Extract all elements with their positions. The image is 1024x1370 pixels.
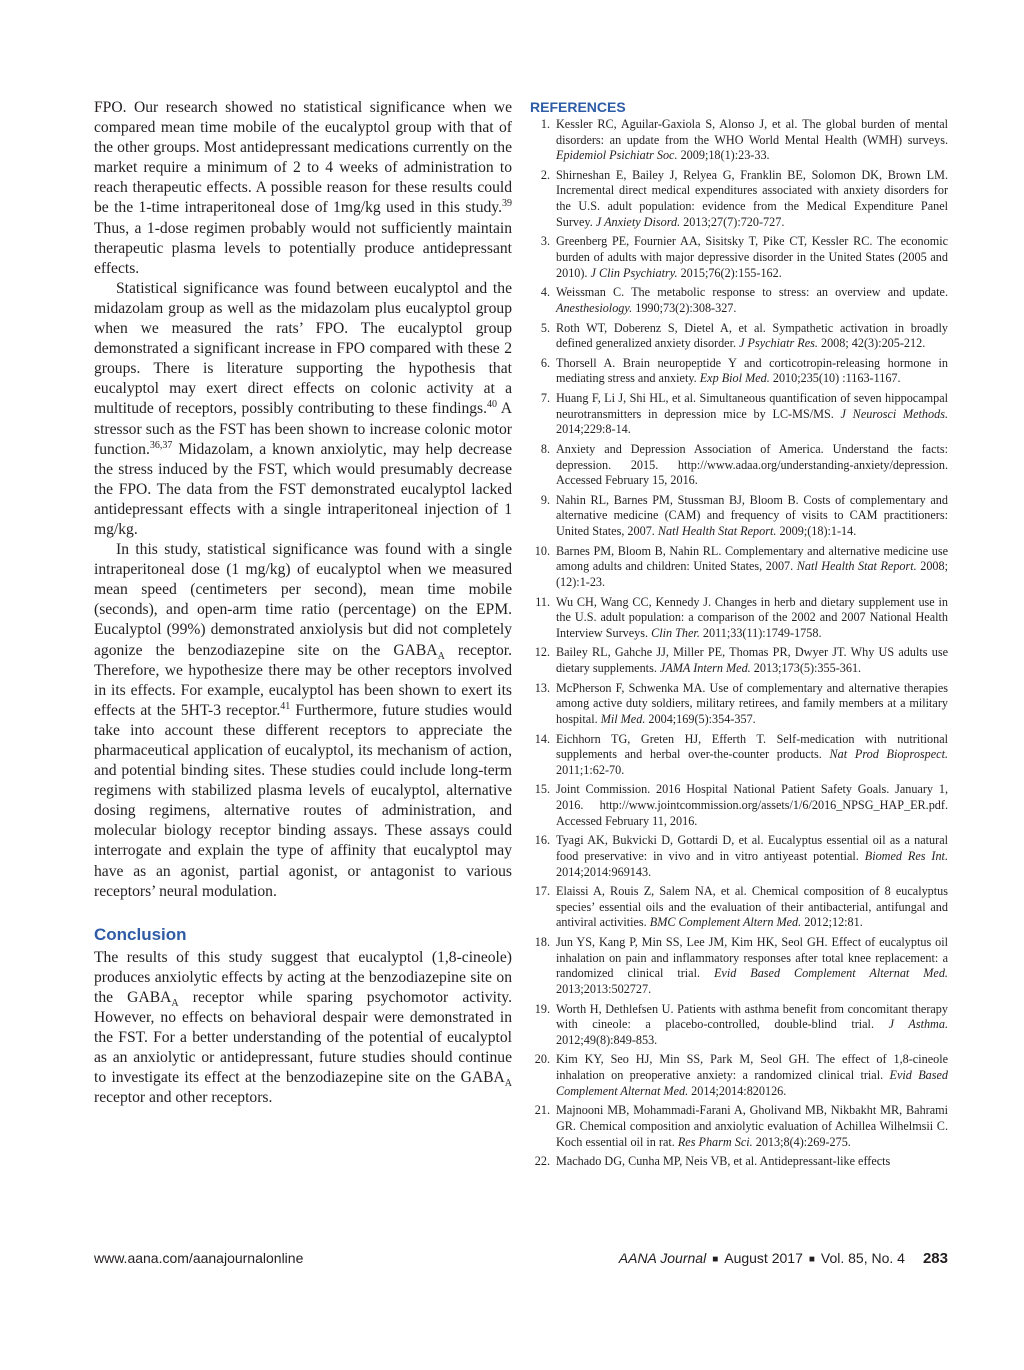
reference-text: Joint Commission. 2016 Hospital National Patient Safety Goals. January 1, 2016. http://www.jointcommission.org/assets/1/6/2016_NPSG_HAP_ER.pdf. Accessed February 11, 2016. [556,782,948,828]
reference-number: 5. [540,320,550,335]
conclusion-heading: Conclusion [94,924,187,944]
reference-item [530,645,948,676]
reference-number: 19. [534,1001,550,1016]
subscript: A [437,650,445,662]
reference-number: 3. [540,234,550,249]
reference-item [530,935,948,997]
reference-item [530,356,948,387]
reference-text: Elaissi A, Rouis Z, Salem NA, et al. Chemical composition of 8 eucalyptus species’ essential oils and the evaluation of their antibacterial, antifungal and antiviral activities. BMC Complement Altern Med. 2012;12:81. [556,884,948,930]
reference-text: Greenberg PE, Fournier AA, Sisitsky T, Pike CT, Kessler RC. The economic burden of adults with major depressive disorder in the United States (2005 and 2010). J Clin Psychiatry. 2015;76(2):155-162. [556,234,948,280]
reference-text: Worth H, Dethlefsen U. Patients with asthma benefit from concomitant therapy with cineole: a placebo-controlled, double-blind trial. J Asthma. 2012;49(8):849-853. [556,1001,948,1047]
reference-journal: Evid Based Complement Alternat Med. [556,1068,949,1098]
reference-text: Roth WT, Doberenz S, Dietel A, et al. Sympathetic activation in broadly defined generalized anxiety disorder. J Psychiatr Res. 2008; 42(3):205-212. [556,320,948,351]
reference-item [530,595,948,642]
reference-text: McPherson F, Schwenka MA. Use of complementary and alternative therapies among active duty soldiers, military retirees, and family members at a military hospital. Mil Med. 2004;169(5):354-357. [556,680,948,726]
journal-url[interactable]: www.aana.com/aanajournalonline [94,1250,304,1266]
reference-item [530,442,948,489]
reference-text: Barnes PM, Bloom B, Nahin RL. Complementary and alternative medicine use among adults and children: United States, 2007. Natl Health Stat Report. 2008;(12):1-23. [556,543,949,589]
reference-number: 20. [534,1052,550,1067]
reference-journal: Natl Health Stat Report. [796,559,917,574]
volume-issue: Vol. 85, No. 4 [820,1250,905,1266]
reference-journal: J Clin Psychiatry. [590,265,678,280]
reference-journal: BMC Complement Altern Med. [649,915,802,930]
reference-item [530,1154,948,1170]
subscript: A [171,998,179,1010]
body-paragraph-1: FPO. Our research showed no statistical significance when we compared mean time mobile of the eucalyptol group with that of the other groups. Most antidepressant medications currently on the market require a minimum of 2 to 4 weeks of administration to reach therapeutic effects. A possible reason for these results could be the 1-time intraperitoneal dose of 1mg/kg used in this study.$^{39}$ Thus, a 1-dose regimen probably would not sufficiently maintain therapeutic plasma levels to potentially produce antidepressant effects. [94,99,512,277]
reference-journal: Clin Ther. [651,625,700,640]
reference-item [530,544,948,591]
citation: 41 [280,700,291,712]
reference-journal: Mil Med. [600,711,646,726]
citation: 40 [487,399,498,411]
reference-journal: JAMA Intern Med. [659,661,751,676]
reference-number: 17. [534,884,550,899]
reference-text: Machado DG, Cunha MP, Neis VB, et al. Antidepressant-like effects [556,1154,891,1169]
reference-number: 8. [540,441,550,456]
reference-item [530,168,948,230]
reference-journal: Epidemiol Psichiatr Soc. [556,148,678,163]
subscript: A [504,1078,512,1090]
reference-item [530,782,948,829]
reference-item [530,732,948,779]
body-paragraph-3: In this study, statistical significance was found with a single intraperitoneal dose (1 mg/kg) of eucalyptol when we measured mean speed (centimeters per second), mean time mobile (seconds), and open-arm time ratio (percentage) on the EPM. Eucalyptol (99%) demonstrated anxiolysis but did not completely agonize the benzodiazepine site on the $GABA_A$ receptor. Therefore, we hypothesize there may be other receptors involved in its effects. For example, eucalyptol has been shown to exert its effects at the 5HT-3 receptor.$^{41}$ Furthermore, future studies would take into account these different receptors to appreciate the pharmaceutical application of eucalyptol, its mechanism of action, and potential binding sites. These studies could include long-term regimens with stabilized plasma levels of eucalyptol, alternative dosing regimens, alternative routes of administration, and molecular biology receptor binding assays. These assays could interrogate and explain the type of affinity that eucalyptol may have as an agonist, partial agonist, or antagonist to various receptors’ neural modulation. [94,541,513,900]
reference-number: 18. [534,935,550,950]
reference-journal: Exp Biol Med. [699,371,770,386]
reference-item [530,321,948,352]
reference-journal: Res Pharm Sci. [677,1134,753,1149]
reference-journal: J Psychiatr Res. [739,336,818,351]
reference-journal: J Anxiety Disord. [595,214,681,229]
references-list [530,117,948,1170]
reference-text: Tyagi AK, Bukvicki D, Gottardi D, et al. Eucalyptus essential oil as a natural food preservative: in vivo and in vitro antiyeast potential. Biomed Res Int. 2014;2014:969143. [556,833,948,879]
journal-name: AANA Journal [618,1250,707,1266]
reference-item [530,833,948,880]
conclusion-paragraph: The results of this study suggest that eucalyptol (1,8-cineole) produces anxiolytic effects by acting at the benzodiazepine site on the $GABA_A$ receptor while sparing psychomotor activity. However, no effects on behavioral despair were demonstrated in the FST. For a better understanding of the potential of eucalyptol as an anxiolytic or antidepressant, future studies should continue to investigate its effect at the benzodiazepine site on the $GABA_A$ receptor and other receptors. [94,948,512,1107]
reference-journal: Evid Based Complement Alternat Med. [713,966,948,981]
reference-item [530,285,948,316]
footer-citation [619,1250,948,1267]
reference-text: Bailey RL, Gahche JJ, Miller PE, Thomas PR, Dwyer JT. Why US adults use dietary supplements. JAMA Intern Med. 2013;173(5):355-361. [556,645,948,676]
reference-item [530,391,948,438]
citation: 36,37 [149,439,173,451]
reference-journal: Biomed Res Int. [864,848,948,863]
references-heading: REFERENCES [530,99,626,115]
reference-item [530,1052,948,1099]
reference-number: 9. [540,492,550,507]
reference-number: 6. [540,355,550,370]
reference-text: Jun YS, Kang P, Min SS, Lee JM, Kim HK, Seol GH. Effect of eucalyptus oil inhalation on pain and inflammatory responses after total knee replacement: a randomized clinical trial. Evid Based Complement Alternat Med. 2013;2013:502727. [556,935,948,996]
reference-number: 16. [534,833,550,848]
reference-journal: Natl Health Stat Report. [657,524,777,538]
reference-number: 21. [534,1103,550,1118]
reference-number: 4. [540,285,550,300]
reference-journal: Nat Prod Bioprospect. [829,747,948,762]
reference-text: Majnooni MB, Mohammadi-Farani A, Gholivand MB, Nikbakht MR, Bahrami GR. Chemical composition and anxiolytic evaluation of Achillea Wilhelmsii C. Koch essential oil in rat. Res Pharm Sci. 2013;8(4):269-275. [556,1103,948,1149]
reference-text: Kim KY, Seo HJ, Min SS, Park M, Seol GH. The effect of 1,8-cineole inhalation on preoperative anxiety: a randomized clinical trial. Evid Based Complement Alternat Med. 2014;2014:820126. [556,1052,949,1098]
reference-item [530,1002,948,1049]
reference-journal: Anesthesiology. [556,300,633,315]
reference-journal: J Neurosci Methods. [840,406,949,421]
reference-text: Nahin RL, Barnes PM, Stussman BJ, Bloom B. Costs of complementary and alternative medicine (CAM) and frequency of visits to CAM practitioners: United States, 2007. Natl Health Stat Report. 2009;(18):1-14. [556,492,948,538]
citation: 39 [502,198,512,210]
reference-item [530,884,948,931]
separator-square-icon: ■ [808,1254,815,1265]
references-column [530,98,948,1174]
reference-number: 15. [534,782,550,797]
body-paragraph-2: Statistical significance was found between eucalyptol and the midazolam group as well as the midazolam plus eucalyptol group when we measured the rats’ FPO. The eucalyptol group demonstrated a significant increase in FPO compared with these 2 groups. There is literature supporting the hypothesis that eucalyptol may exert direct effects on colonic activity at a multitude of receptors, possibly contributing to these findings.$^{40}$ A stressor such as the FST has been shown to increase colonic motor function.$^{36,37}$ Midazolam, a known anxiolytic, may help decrease the stress induced by the FST, which would presumably decrease the FPO. The data from the FST demonstrated eucalyptol lacked antidepressant effects with a single intraperitoneal injection of 1 mg/kg. [94,279,512,538]
separator-square-icon: ■ [712,1254,719,1265]
reference-text: Weissman C. The metabolic response to stress: an overview and update. Anesthesiology. 1990;73(2):308-327. [556,285,948,315]
page-footer [94,1250,948,1267]
reference-number: 14. [534,731,550,746]
reference-number: 1. [540,117,550,131]
reference-number: 12. [534,645,550,660]
reference-journal: J Asthma. [888,1017,948,1032]
reference-text: Anxiety and Depression Association of America. Understand the facts: depression. 2015. http://www.adaa.org/understanding-anxiety/depression. Accessed February 15, 2016. [556,441,948,488]
reference-number: 22. [534,1154,550,1169]
reference-text: Shirneshan E, Bailey J, Relyea G, Franklin BE, Solomon DK, Brown LM. Incremental direct medical expenditures associated with anxiety disorders for the U.S. adult population: evidence from the Medical Expenditure Panel Survey. J Anxiety Disord. 2013;27(7):720-727. [556,167,948,229]
reference-number: 13. [534,680,550,695]
reference-item [530,493,948,540]
reference-item [530,117,948,164]
reference-item [530,1103,948,1150]
reference-text: Eichhorn TG, Greten HJ, Efferth T. Self-medication with nutritional supplements and herbal over-the-counter products. Nat Prod Bioprospect. 2011;1:62-70. [556,731,948,777]
issue-date: August 2017 [724,1250,803,1266]
reference-text: Thorsell A. Brain neuropeptide Y and corticotropin-releasing hormone in mediating stress and anxiety. Exp Biol Med. 2010;235(10) :1163-1167. [556,355,948,386]
reference-text: Kessler RC, Aguilar-Gaxiola S, Alonso J, et al. The global burden of mental disorders: an update from the WHO World Mental Health (WMH) surveys. Epidemiol Psichiatr Soc. 2009;18(1):23-33. [556,117,948,163]
reference-number: 2. [540,167,550,182]
reference-text: Wu CH, Wang CC, Kennedy J. Changes in herb and dietary supplement use in the U.S. adult population: a comparison of the 2002 and 2007 National Health Interview Surveys. Clin Ther. 2011;33(11):1749-1758. [556,594,948,640]
reference-number: 11. [535,594,550,609]
reference-item [530,234,948,281]
page-number: 283 [922,1250,948,1267]
reference-number: 10. [534,543,550,558]
reference-text: Huang F, Li J, Shi HL, et al. Simultaneous quantification of seven hippocampal neurotransmitters in depression mice by LC-MS/MS. J Neurosci Methods. 2014;229:8-14. [556,391,949,437]
reference-number: 7. [540,391,550,406]
body-column [94,98,512,1109]
reference-item [530,681,948,728]
